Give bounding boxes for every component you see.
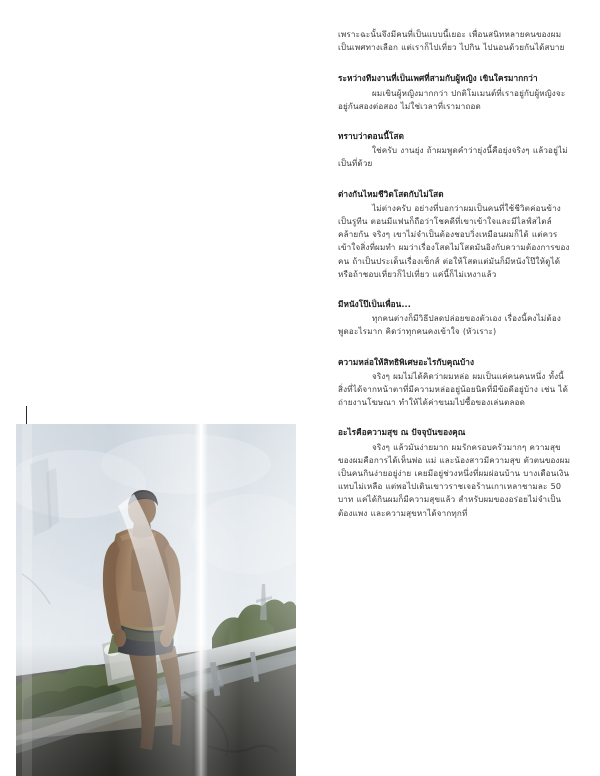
qa-question-1: ระหว่างทีมงานที่เป็นเพศที่สามกับผู้หญิง เขินใครมากกว่า	[338, 73, 538, 84]
qa-question-4: มีหนังโป๊เป็นเพื่อน...	[338, 299, 411, 310]
qa-answer-4: ทุกคนต่างก็มีวิธีปลดปล่อยของตัวเอง เรื่องนี้คงไม่ต้องพูดอะไรมาก คิดว่าทุกคนคงเข้าใจ (หัวเราะ)	[338, 313, 561, 337]
article-photograph	[16, 424, 296, 776]
qa-answer-2: ใช่ครับ งานยุ่ง ถ้าผมพูดคำว่ายุ่งนี้คือยุ่งจริงๆ แล้วอยู่ไม่เป็นที่ด้วย	[338, 145, 568, 169]
qa-question-2: ทราบว่าตอนนี้โสด	[338, 131, 404, 142]
qa-question-6: อะไรคือความสุข ณ ปัจจุบันของคุณ	[338, 427, 466, 438]
qa-block-1	[338, 72, 571, 113]
qa-answer-3: ไม่ต่างครับ อย่างที่บอกว่าผมเป็นคนที่ใช้ชีวิตค่อนข้างเป็นรูทีน ตอนมีแฟนก็ถือว่าโชคดีที่เขาเข้าใจและมีไลฟ์สไตล์คล้ายกัน จริงๆ เขาไม่จำเป็นต้องชอบวิ่งเหมือนผมก็ได้ แต่ควรเข้าใจสิ่งที่ผมทำ ผมว่าเรื่องโสดไม่โสดมันอิงกับความต้องการของคน ถ้าเป็นประเด็นเรื่องเซ็กส์ ต่อให้โสดแต่มันก็มีหนังโป๊ให้ดูได้ หรือถ้าชอบเที่ยวก็ไปเที่ยว แค่นี้ก็ไม่เหงาแล้ว	[338, 202, 570, 279]
qa-block-3	[338, 188, 571, 281]
qa-answer-5: จริงๆ ผมไม่ได้คิดว่าผมหล่อ ผมเป็นแค่คนคนหนึ่ง ทั้งนี้สิ่งที่ได้จากหน้าตาที่มีความหล่ออยู่น้อยนิดที่มีข้อดีอยู่บ้าง เช่น ได้ถ่ายงานโฆษณา ทำให้ได้ค่าขนมไปซื้อของเล่นตลอด	[338, 370, 569, 408]
qa-question-5: ความหล่อให้สิทธิพิเศษอะไรกับคุณบ้าง	[338, 356, 475, 367]
qa-block-2	[338, 130, 571, 171]
intro-paragraph: เพราะฉะนั้นจึงมีคนที่เป็นแบบนี้เยอะ เพื่อนสนิทหลายคนของผมเป็นเพศทางเลือก แต่เราก็ไปเที่ยว ไปกิน ไปนอนด้วยกันได้สบาย	[338, 29, 565, 53]
qa-answer-6: จริงๆ แล้วมันง่ายมาก ผมรักครอบครัวมากๆ ความสุขของผมคือการได้เห็นพ่อ แม่ และน้องสาวมีความสุข ตัวตนของผมเป็นคนกินง่ายอยู่ง่าย เคยมีอยู่ช่วงหนึ่งที่ผมผ่อนบ้าน บางเดือนเงินแทบไม่เหลือ แต่พอไปเดินเขาวราชเจอร้านเกาเหลาชามละ 50 บาท แค่ได้กินผมก็มีความสุขแล้ว สำหรับผมของอร่อยไม่จำเป็นต้องแพง และความสุขหาได้จากทุกที่	[338, 441, 571, 518]
article-text-column	[338, 28, 571, 537]
qa-block-4	[338, 298, 571, 339]
qa-block-6	[338, 426, 571, 519]
qa-block-5	[338, 356, 571, 410]
qa-question-3: ต่างกันไหมชีวิตโสดกับไม่โสด	[338, 188, 444, 199]
crop-registration-tick	[26, 406, 27, 424]
intro-block	[338, 28, 571, 54]
qa-answer-1: ผมเขินผู้หญิงมากกว่า ปกติโมเมนต์ที่เราอยู่กับผู้หญิงจะอยู่กันสองต่อสอง ไม่ใช่เวลาที่เรามาถอด	[338, 87, 566, 111]
